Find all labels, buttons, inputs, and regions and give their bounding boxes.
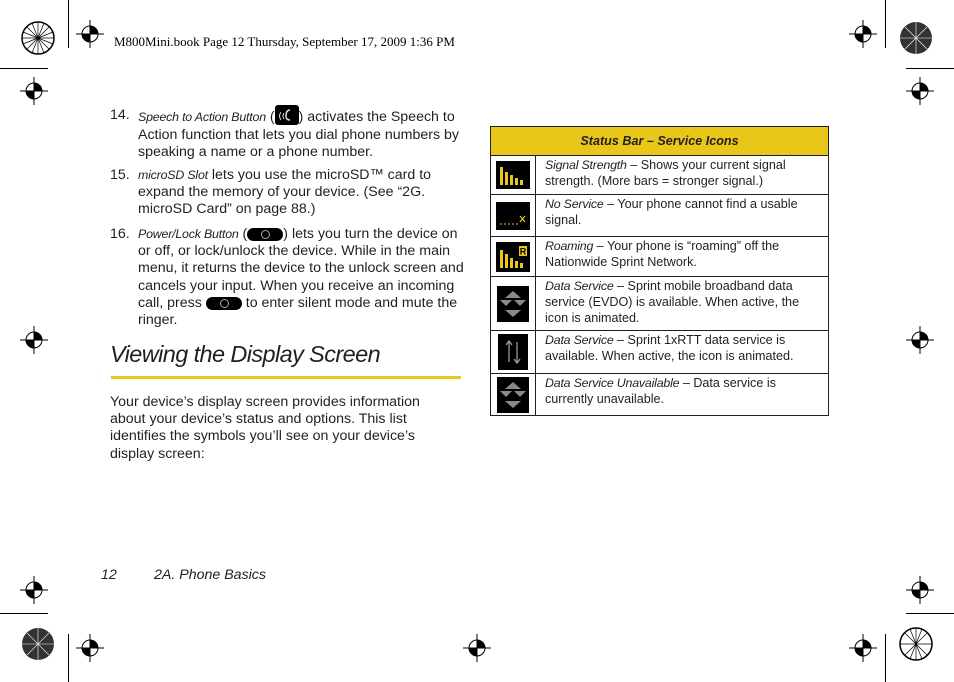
status-icons-table [490, 126, 829, 416]
1xrtt-data-icon [498, 334, 528, 370]
roaming-icon [496, 242, 530, 272]
section-intro: Your device’s display screen provides information about your device’s status and options. This list identifies the symbols you’ll see on your device’s display screen: [110, 394, 420, 462]
table-row: Data Service – Sprint mobile broadband data service (EVDO) is available. When active, the icon is animated. [491, 277, 829, 331]
crosshair-icon [76, 634, 104, 662]
section-heading: Viewing the Display Screen [110, 341, 381, 367]
item-number: 14. [110, 107, 130, 123]
crosshair-icon [906, 576, 934, 604]
registration-target-icon [18, 18, 58, 58]
row-term: Data Service Unavailable [545, 376, 680, 390]
item-term: microSD Slot [138, 168, 208, 182]
item-term: Speech to Action Button [138, 109, 266, 124]
table-row: R Roaming – Your phone is “roaming” off the Nationwide Sprint Network. [491, 237, 829, 277]
registration-target-icon [896, 624, 936, 664]
crosshair-icon [20, 576, 48, 604]
row-term: Data Service [545, 279, 614, 293]
table-row: Data Service – Sprint 1xRTT data service is available. When active, the icon is animated. [491, 331, 829, 374]
print-header: M800Mini.book Page 12 Thursday, September 17, 2009 1:36 PM [114, 34, 455, 49]
power-lock-key-icon [247, 228, 283, 241]
footer-section: 2A. Phone Basics [154, 567, 266, 583]
list-item: 14. Speech to Action Button ( ) activates the Speech to Action function that lets you dial phone numbers by speaking a name or a phone number. [110, 107, 459, 161]
list-item: 15. microSD Slot lets you use the microSD™ card to expand the memory of your device. (See “2G. microSD Card” on page 88.) [110, 167, 432, 218]
crosshair-icon [20, 326, 48, 354]
svg-text:R: R [519, 246, 527, 256]
registration-target-icon [896, 18, 936, 58]
crosshair-icon [20, 77, 48, 105]
table-row: Data Service Unavailable – Data service is currently unavailable. [491, 374, 829, 416]
row-term: Roaming [545, 239, 594, 253]
crosshair-icon [849, 20, 877, 48]
data-unavailable-icon [497, 377, 529, 413]
signal-strength-icon [496, 161, 530, 189]
heading-underline [111, 376, 461, 379]
table-header-row [491, 127, 829, 156]
evdo-data-icon [497, 286, 529, 322]
crosshair-icon [849, 634, 877, 662]
crosshair-icon [463, 634, 491, 662]
item-term: Power/Lock Button [138, 227, 239, 241]
row-term: No Service [545, 197, 604, 211]
no-service-icon [496, 202, 530, 230]
speech-to-action-key-icon [275, 105, 299, 125]
item-number: 16. [110, 226, 130, 242]
row-term: Data Service [545, 333, 614, 347]
crosshair-icon [906, 326, 934, 354]
item-number: 15. [110, 167, 130, 183]
table-row: No Service – Your phone cannot find a usable signal. [491, 195, 829, 237]
row-term: Signal Strength [545, 158, 627, 172]
power-lock-key-icon [206, 297, 242, 310]
crosshair-icon [906, 77, 934, 105]
table-title: Status Bar – Service Icons [491, 127, 829, 156]
page-number: 12 [101, 567, 117, 583]
list-item: 16. Power/Lock Button ( ) lets you turn the device on or off, or lock/unlock the device. While in the main menu, it returns the device to the unlock screen and cancels your input. When you receive an incoming call, press to enter silent mode and mute the ringer. [110, 226, 464, 329]
crosshair-icon [76, 20, 104, 48]
table-row: Signal Strength – Shows your current signal strength. (More bars = stronger signal.) [491, 156, 829, 195]
registration-target-icon [18, 624, 58, 664]
